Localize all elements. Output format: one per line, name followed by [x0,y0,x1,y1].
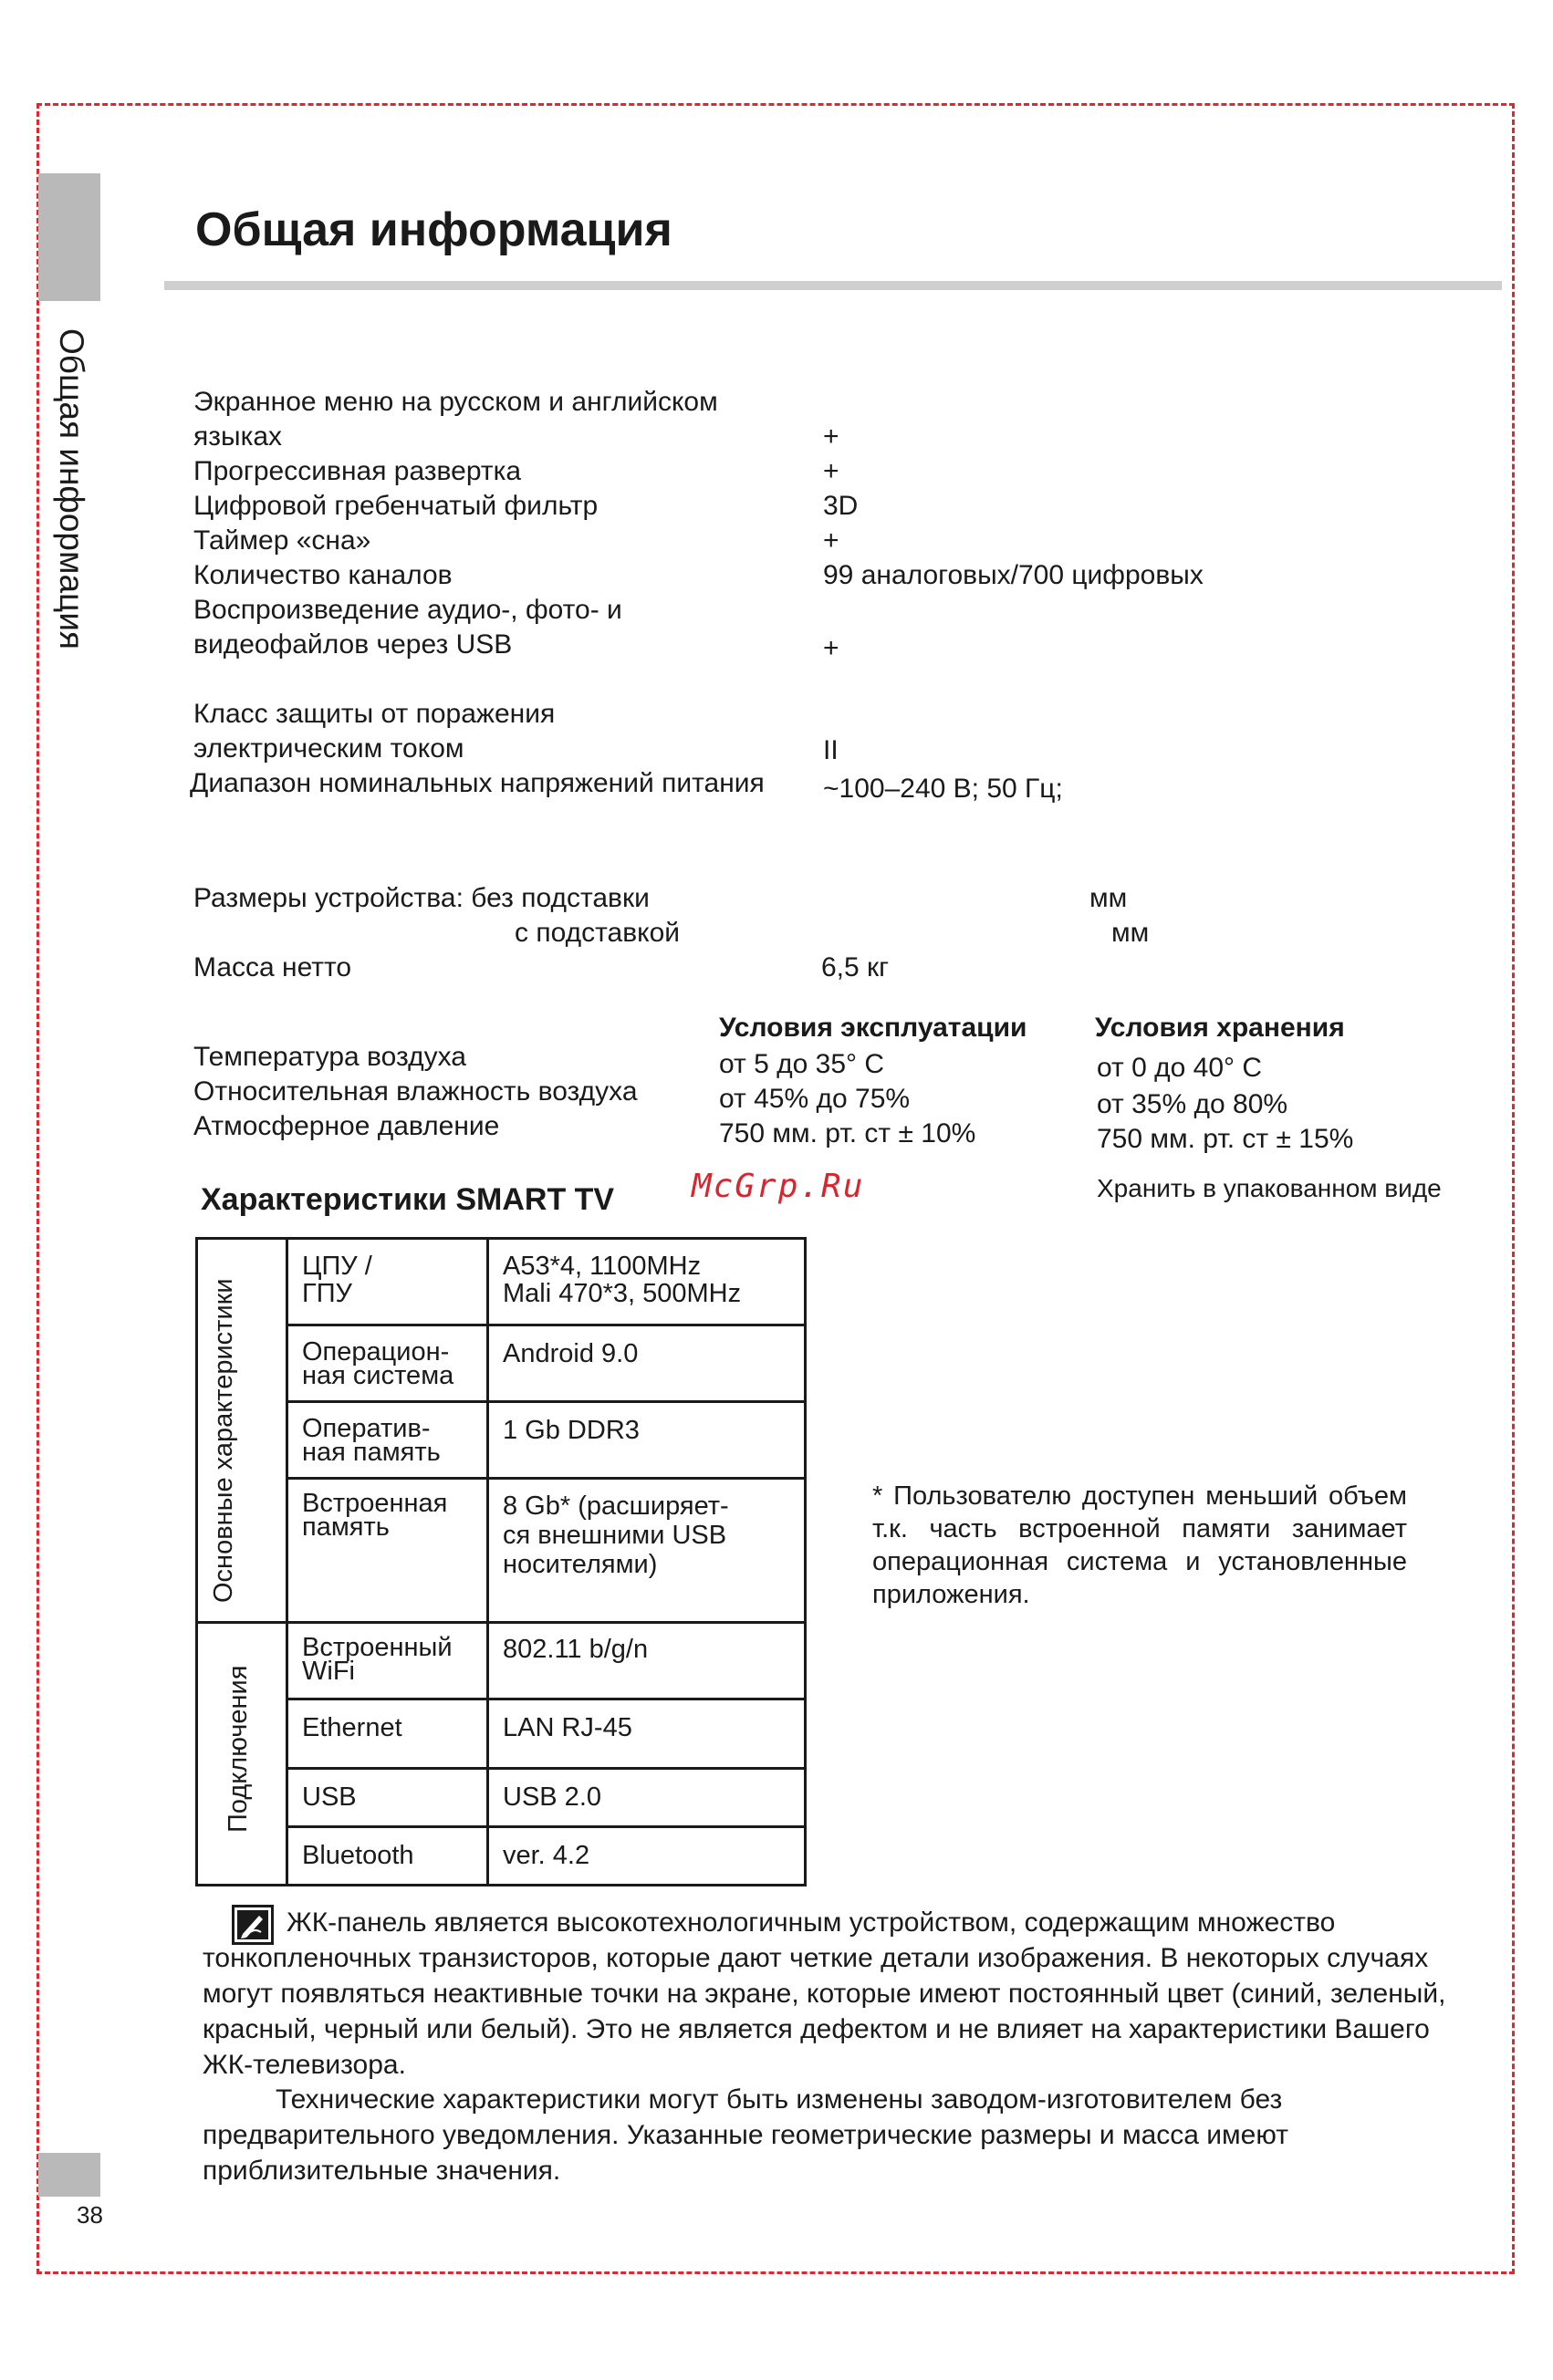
page-title: Общая информация [195,203,672,256]
weight-label: Масса нетто [193,952,352,982]
voltage-value: ~100–240 В; 50 Гц; [823,774,1063,804]
row-divider [286,1400,804,1403]
group-label-main-line-2: характеристики [209,1278,238,1471]
usb-playback-label-line-2: видеофайлов через USB [193,629,513,660]
storage-temperature: от 0 до 40° С [1097,1053,1263,1083]
table-param-wifi: Встроенный WiFi [302,1633,453,1686]
table-param-storage: Встроенная память [302,1489,448,1542]
table-param-os: Операцион- ная система [302,1337,454,1390]
pressure-label: Атмосферное давление [193,1111,500,1141]
table-value-os: Android 9.0 [503,1339,639,1368]
channels-label: Количество каналов [193,560,453,590]
page-number: 38 [77,2201,103,2229]
storage-conditions-header: Условия хранения [1095,1013,1345,1043]
protection-value: II [823,735,839,765]
table-value-cpu: A53*4, 1100MHz Mali 470*3, 500MHz [503,1252,742,1308]
osd-value: + [823,421,839,452]
progressive-label: Прогрессивная развертка [193,456,522,486]
title-divider [164,281,1502,290]
channels-value: 99 аналоговых/700 цифровых [823,560,1204,590]
sleep-timer-value: + [823,525,839,556]
table-value-wifi: 802.11 b/g/n [503,1635,649,1664]
table-param-bluetooth: Bluetooth [302,1841,414,1870]
storage-pressure: 750 мм. рт. ст ± 15% [1097,1124,1354,1154]
row-divider [286,1477,804,1480]
specification-change-note: Технические характеристики могут быть изменены заводом-изготовителем без предварительного уведомления. Указанные геометрические размеры и масса имеют приблизительные значения. [203,2084,1288,2186]
size-value-with-stand: мм [1111,918,1150,948]
table-value-storage: 8 Gb* (расширяет- ся внешними USB носителями) [503,1491,729,1579]
smart-tv-title: Характеристики SMART TV [201,1182,615,1217]
table-param-ram: Оператив- ная память [302,1414,441,1467]
operation-temperature: от 5 до 35° С [719,1049,885,1079]
sleep-timer-label: Таймер «сна» [193,525,371,556]
storage-packaging-note: Хранить в упакованном виде [1097,1174,1442,1202]
progressive-value: + [823,456,839,486]
size-value-no-stand: мм [1089,883,1128,913]
memory-footnote: * Пользователю доступен меньший объем т.к. часть встроенной памяти занимает операционная система и установленные приложения. [872,1481,1407,1609]
group-label-main [209,1276,275,1605]
osd-label-line-2: языках [193,421,283,452]
row-divider [286,1767,804,1770]
weight-value: 6,5 кг [821,952,890,982]
table-value-ram: 1 Gb DDR3 [503,1416,640,1445]
table-param-ethernet: Ethernet [302,1713,402,1742]
row-divider [286,1698,804,1700]
protection-label-line-1: Класс защиты от поражения [193,699,556,729]
table-divider-value [486,1240,489,1884]
table-param-usb: USB [302,1782,357,1812]
table-value-usb: USB 2.0 [503,1782,601,1812]
operation-conditions-header: Условия эксплуатации [719,1013,1027,1043]
group-label-connections: Подключения [224,1665,253,1833]
watermark: McGrp.Ru [692,1168,865,1205]
side-tab-bottom [38,2153,100,2197]
table-value-ethernet: LAN RJ-45 [503,1713,632,1742]
table-divider-group [286,1240,288,1884]
osd-label-line-1: Экранное меню на русском и английском [193,387,718,417]
table-value-bluetooth: ver. 4.2 [503,1841,590,1870]
group-label-main-line-1: Основные [209,1477,238,1603]
table-param-cpu: ЦПУ / ГПУ [302,1252,372,1308]
operation-humidity: от 45% до 75% [719,1084,911,1114]
temperature-label: Температура воздуха [193,1042,466,1072]
comb-filter-label: Цифровой гребенчатый фильтр [193,491,599,521]
size-with-stand-label: с подставкой [515,918,681,948]
usb-playback-value: + [823,633,839,663]
usb-playback-label-line-1: Воспроизведение аудио-, фото- и [193,595,622,625]
lcd-panel-note: ЖК-панель является высокотехнологичным устройством, содержащим множество тонкопленочных транзисторов, которые дают четкие детали изображения. В некоторых случаях могут появляться неактивные точки на экране, которые имеют постоянный цвет (синий, зеленый, красный, черный или белый). Это не является дефектом и не влияет на характеристики Вашего ЖК-телевизора. [203,1907,1446,2080]
comb-filter-value: 3D [823,491,859,521]
side-tab-top [38,173,100,301]
row-divider [286,1825,804,1828]
size-label: Размеры устройства: без подставки [193,883,650,913]
smart-tv-spec-table [195,1237,807,1886]
protection-label-line-2: электрическим током [193,733,464,764]
operation-pressure: 750 мм. рт. ст ± 10% [719,1118,976,1148]
humidity-label: Относительная влажность воздуха [193,1076,638,1107]
row-divider [286,1324,804,1326]
side-section-title: Общая информация [53,328,90,650]
storage-humidity: от 35% до 80% [1097,1089,1288,1119]
group-divider [198,1621,804,1624]
voltage-label: Диапазон номинальных напряжений питания [190,768,765,798]
